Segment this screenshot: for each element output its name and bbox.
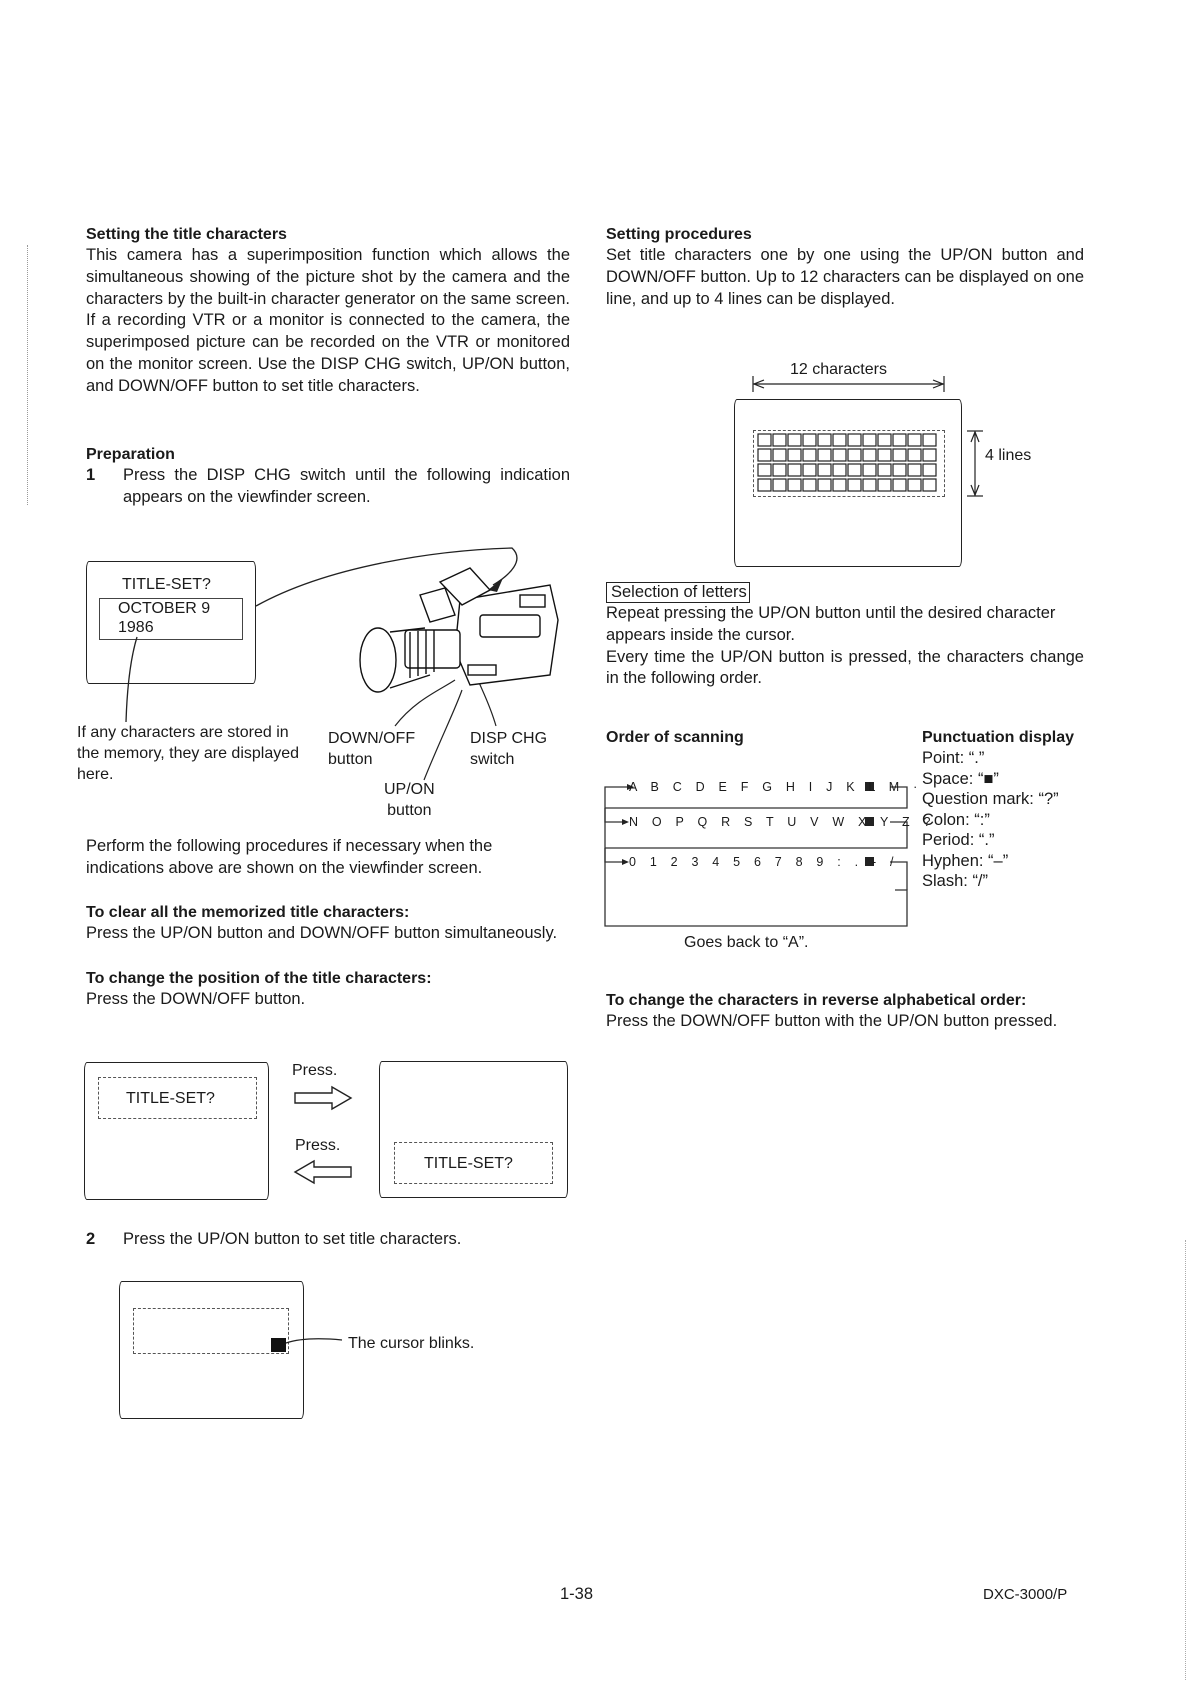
cursor-block-icon [271, 1338, 286, 1352]
right-screen-text: TITLE-SET? [424, 1155, 513, 1172]
screen-line-2: 1986 [118, 619, 154, 636]
punct-point: Point: “.” [922, 749, 985, 767]
heading-punctuation: Punctuation display [922, 729, 1075, 746]
section-setting-procedures [606, 224, 1084, 310]
label-disp-chg: DISP CHG switch [470, 730, 548, 768]
heading-change-position: To change the position of the title characters: [86, 970, 432, 987]
goes-back-note: Goes back to “A”. [684, 934, 809, 951]
label-down-off: DOWN/OFF button [328, 730, 416, 768]
selection-paragraph-2: Every time the UP/ON button is pressed, the characters change in the following order. [606, 647, 1084, 688]
heading-clear: To clear all the memorized title characters: [86, 904, 410, 921]
step-2-number: 2 [86, 1230, 96, 1248]
heading-reverse-order: To change the characters in reverse alphabetical order: [606, 992, 1027, 1009]
punct-colon: Colon: “:” [922, 810, 990, 829]
section-clear [86, 902, 570, 945]
selection-boxed-heading: Selection of letters [606, 582, 750, 603]
press-left-label: Press. [295, 1137, 341, 1154]
punct-question: Question mark: “?” [922, 790, 1059, 808]
model-number: DXC-3000/P [983, 1586, 1068, 1603]
cursor-title-box [133, 1308, 289, 1354]
width-label: 12 characters [790, 361, 887, 378]
screen-line-1: OCTOBER 9 [118, 600, 211, 617]
camera-illustration [350, 560, 560, 700]
paragraph-change-position: Press the DOWN/OFF button. [86, 990, 306, 1008]
step-2 [86, 1229, 570, 1251]
width-dimension-arrow [752, 376, 947, 392]
right-margin-dots [1185, 1240, 1186, 1680]
screen-title-text: TITLE-SET? [122, 576, 211, 593]
arrow-right-icon [294, 1085, 354, 1111]
punct-slash: Slash: “/” [922, 872, 989, 890]
paragraph-clear: Press the UP/ON button and DOWN/OFF button simultaneously. [86, 924, 558, 942]
heading-setting-title: Setting the title characters [86, 226, 287, 243]
selection-paragraph-1: Repeat pressing the UP/ON button until the desired character appears inside the cursor. [606, 604, 1056, 644]
memory-note: If any characters are stored in the memory, they are displayed here. [77, 724, 300, 783]
paragraph-setting-title: This camera has a superimposition function which allows the simultaneous showing of the picture shot by the camera and the characters by the built-in character generator on the same screen. If a recording VTR or a monitor is connected to the camera, the superimposed picture can be recorded on the VTR or monitored on the monitor screen. Use the DISP CHG switch, UP/ON button, and DOWN/OFF button to set title characters. [86, 246, 570, 395]
paragraph-reverse-order: Press the DOWN/OFF button with the UP/ON button pressed. [606, 1012, 1058, 1030]
page-number: 1-38 [560, 1585, 594, 1603]
section-selection [606, 582, 1084, 690]
punct-period: Period: “.” [922, 831, 995, 849]
punct-hyphen: Hyphen: “–” [922, 851, 1009, 870]
punct-space: Space: “■” [922, 769, 999, 788]
step-1-text: Press the DISP CHG switch until the following indication appears on the viewfinder screen. [123, 466, 570, 506]
left-margin-dots [27, 245, 28, 505]
label-up-on: UP/ON button [384, 781, 435, 819]
cursor-note: The cursor blinks. [348, 1335, 475, 1352]
heading-preparation: Preparation [86, 446, 175, 463]
cursor-leader-line [286, 1335, 346, 1347]
punctuation-display [922, 727, 1102, 892]
height-label: 4 lines [985, 447, 1032, 464]
character-cells [758, 434, 940, 494]
heading-order-of-scanning: Order of scanning [606, 729, 744, 746]
scan-order-lines [600, 770, 923, 930]
left-screen-text: TITLE-SET? [126, 1090, 215, 1107]
scan-row-2: N O P Q R S T U V W X Y Z ? [629, 815, 936, 829]
arrow-left-icon [294, 1159, 354, 1185]
section-reverse-order [606, 990, 1084, 1033]
step-1-number: 1 [86, 466, 96, 484]
scan-row-3: 0 1 2 3 4 5 6 7 8 9 : . - / [629, 855, 899, 869]
paragraph-setting-procedures: Set title characters one by one using the UP/ON button and DOWN/OFF button. Up to 12 characters can be displayed on one line, and up to 4 lines can be displayed. [606, 246, 1084, 308]
press-right-label: Press. [292, 1062, 338, 1079]
step-2-text: Press the UP/ON button to set title characters. [123, 1230, 462, 1248]
perform-paragraph: Perform the following procedures if necessary when the indications above are shown on the viewfinder screen. [86, 837, 493, 877]
scan-row-1: A B C D E F G H I J K L M · [629, 780, 923, 794]
heading-setting-procedures: Setting procedures [606, 226, 752, 243]
section-change-position [86, 968, 570, 1011]
height-dimension-arrow [967, 430, 983, 498]
